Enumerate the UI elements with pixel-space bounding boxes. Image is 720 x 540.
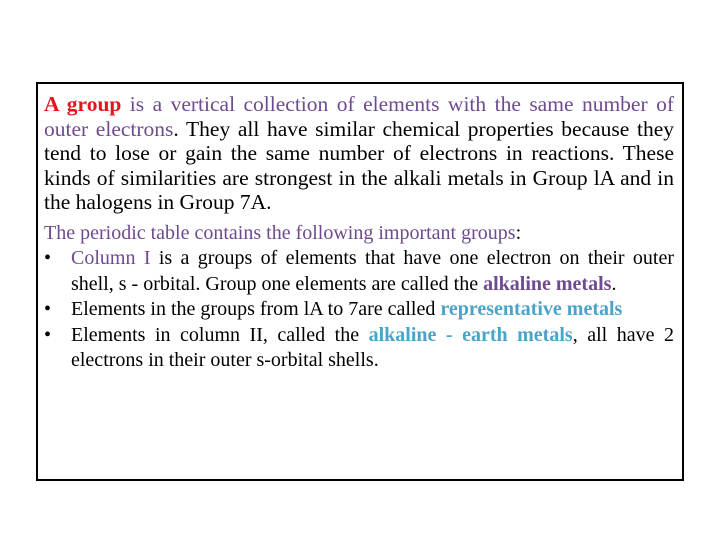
representative-metals-term: representative metals	[440, 298, 623, 320]
group-term: A group	[44, 92, 122, 116]
content-body	[44, 92, 674, 374]
list-item-column-ii	[44, 323, 674, 374]
column-ii-text: Elements in column II, called the	[71, 323, 369, 346]
bullet-icon: •	[44, 298, 52, 320]
column-i-term: Column I	[71, 247, 151, 269]
list-item-column-i	[44, 246, 674, 297]
bullet-icon: •	[44, 247, 52, 269]
definition-text: is a vertical collection of elements with the same number of outer electrons	[44, 92, 674, 141]
groups-intro-text: The periodic table contains the following important groups	[44, 221, 516, 244]
groups-section	[44, 221, 674, 374]
column-i-text: is a groups of elements that have one electron on their outer shell, s - orbital. Group one elements are called the	[71, 247, 674, 295]
column-i-end: .	[611, 272, 617, 295]
definition-paragraph	[44, 92, 674, 215]
column-ii-end: , all have 2 electrons in their outer s-orbital shells.	[71, 323, 674, 371]
alkaline-metals-term: alkaline metals	[483, 272, 612, 295]
representative-text: Elements in the groups from lA to 7are called	[71, 298, 441, 320]
list-item-representative	[44, 297, 674, 323]
groups-intro	[44, 221, 674, 247]
properties-text: . They all have similar chemical properties because they tend to lose or gain the same number of electrons in reactions. These kinds of similarities are strongest in the alkali metals in Group lA and in the halogens in Group 7A.	[44, 116, 674, 214]
groups-list	[44, 246, 674, 374]
content-box	[36, 82, 684, 481]
alkaline-earth-metals-term: alkaline - earth metals	[368, 323, 573, 346]
bullet-icon: •	[44, 323, 52, 346]
groups-intro-colon: :	[515, 221, 522, 244]
